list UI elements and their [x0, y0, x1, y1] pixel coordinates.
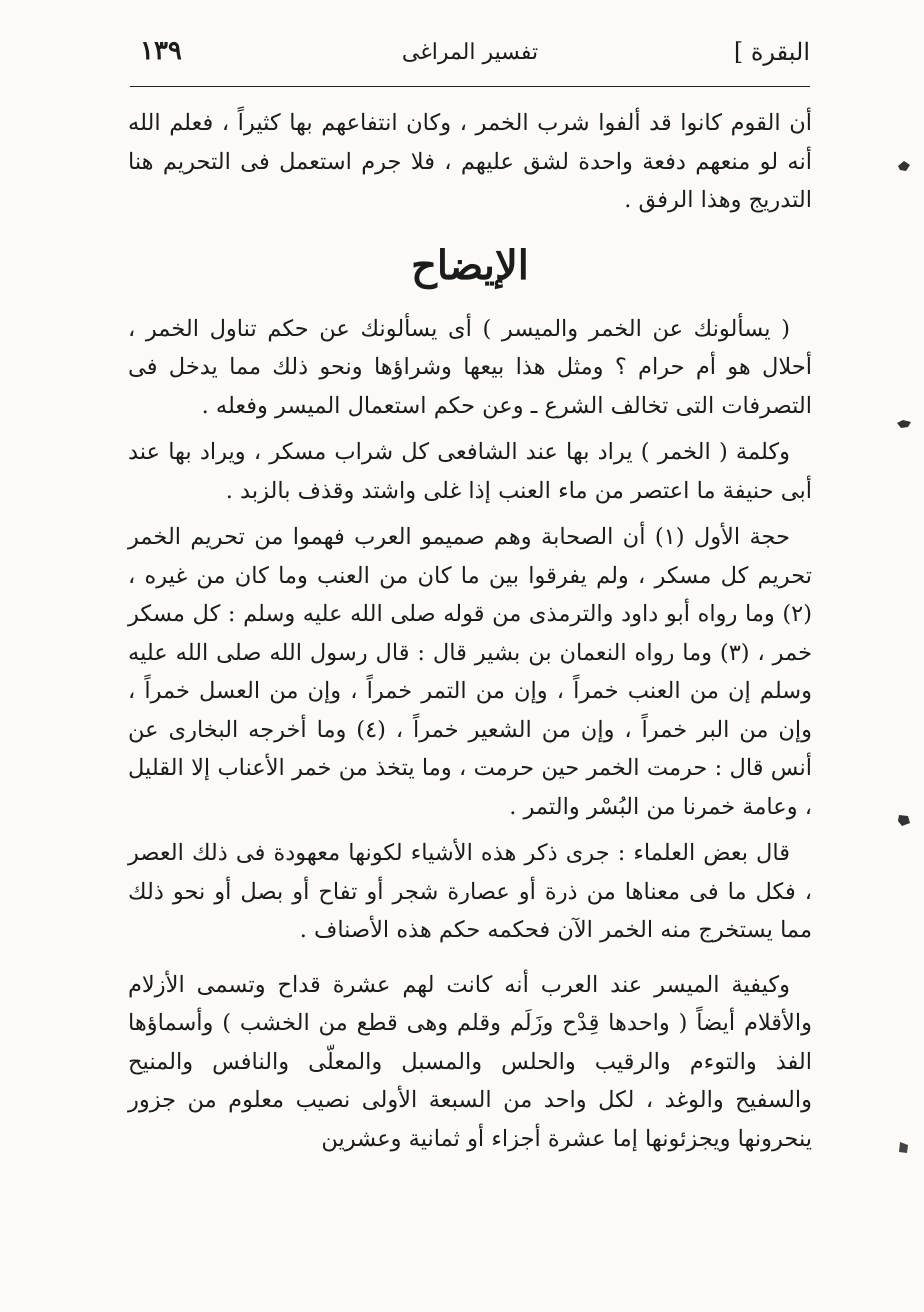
margin-mark-icon: [896, 812, 912, 828]
page-body: [128, 104, 812, 1158]
paragraph-scholars: قال بعض العلماء : جرى ذكر هذه الأشياء لكونها معهودة فى ذلك العصر ، فكل ما فى معناها من ذرة أو عصارة شجر أو تفاح أو بصل أو نحو ذلك مما يستخرج منه الخمر الآن فحكمه حكم هذه الأصناف .: [128, 840, 812, 943]
book-title: تفسير المراغى: [401, 40, 539, 65]
intro-paragraph: أن القوم كانوا قد ألفوا شرب الخمر ، وكان انتفاعهم بها كثيراً ، فعلم الله أنه لو منعهم دفعة واحدة لشق عليهم ، فلا جرم استعمل فى التحريم هنا التدريج وهذا الرفق .: [128, 110, 812, 213]
margin-mark-icon: [896, 1140, 912, 1156]
paragraph-evidence: حجة الأول (١) أن الصحابة وهم صميمو العرب فهموا من تحريم الخمر تحريم كل مسكر ، ولم يفرقوا بين ما كان من العنب وما كان من غيره ، (٢) وما رواه أبو داود والترمذى من قوله صلى الله عليه وسلم : كل مسكر خمر ، (٣) وما رواه النعمان بن بشير قال : قال رسول الله صلى الله عليه وسلم إن من العنب خمراً ، وإن من التمر خمراً ، وإن من العسل خمراً ، وإن من البر خمراً ، وإن من الشعير خمراً ، (٤) وما أخرجه البخارى عن أنس قال : حرمت الخمر حين حرمت ، وما يتخذ من خمر الأعناب إلا القليل ، وعامة خمرنا من البُسْر والتمر .: [128, 524, 812, 820]
paragraph-question: ( يسألونك عن الخمر والميسر ) أى يسألونك عن حكم تناول الخمر ، أحلال هو أم حرام ؟ ومثل هذا بيعها وشراؤها ونحو ذلك مما يدخل فى التصرفات التى تخالف الشرع ـ وعن حكم استعمال الميسر وفعله .: [128, 315, 812, 419]
running-header: [130, 26, 810, 87]
margin-mark-icon: [896, 158, 912, 174]
margin-mark-icon: [896, 416, 912, 432]
section-heading: الإيضاح: [411, 241, 529, 289]
paragraph-maysir: وكيفية الميسر عند العرب أنه كانت لهم عشرة قداح وتسمى الأزلام والأقلام أيضاً ( واحدها قِدْح وزَلَم وقلم وهى قطع من الخشب ) وأسماؤها الفذ والتوءم والرقيب والحلس والمسبل والمعلّى والنافس والمنيح والسفيح والوغد ، لكل واحد من السبعة الأولى نصيب معلوم من جزور ينحرونها ويجزئونها إما عشرة أجزاء أو ثمانية وعشرين: [128, 971, 812, 1152]
surah-name: البقرة ]: [733, 38, 810, 66]
paragraph-khamr-definition: وكلمة ( الخمر ) يراد بها عند الشافعى كل شراب مسكر ، ويراد بها عند أبى حنيفة ما اعتصر من ماء العنب إذا غلى واشتد وقذف بالزبد .: [128, 439, 812, 504]
page-number: ١٣٩: [140, 36, 182, 66]
